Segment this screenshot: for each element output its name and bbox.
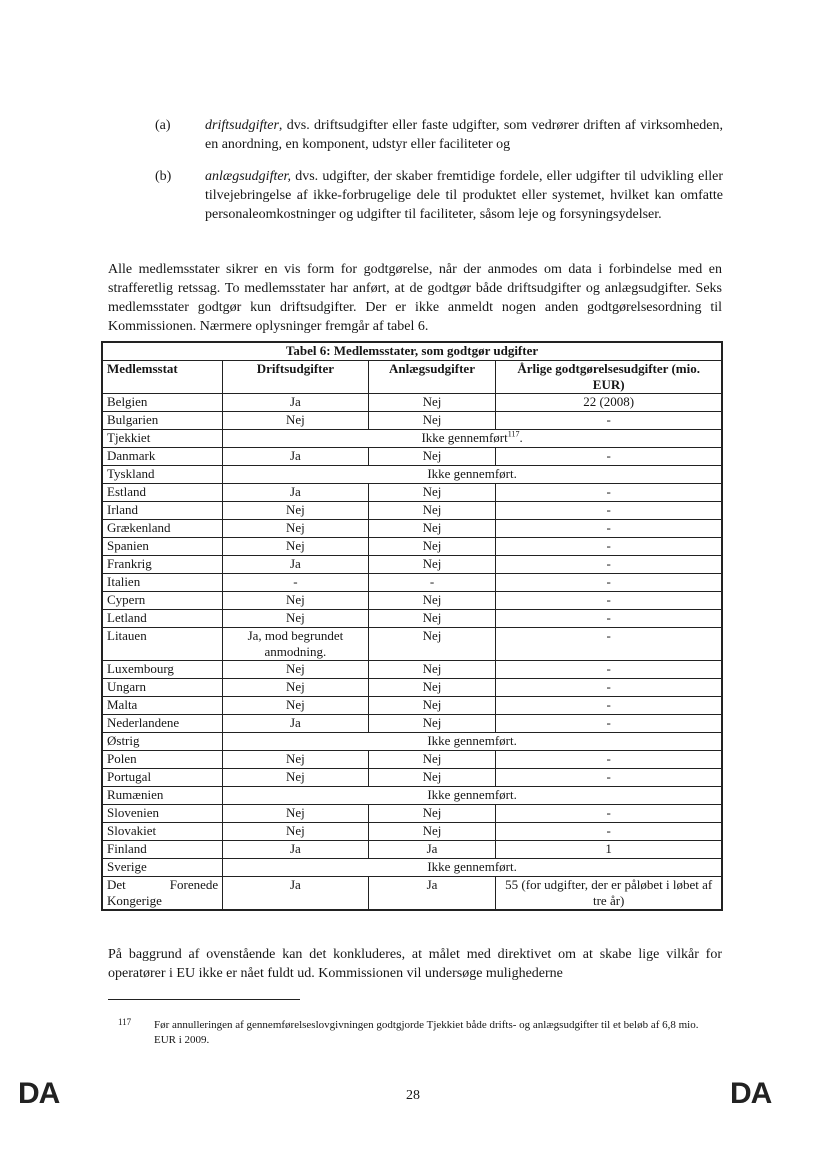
cell-annual-costs: - (496, 751, 722, 769)
cell-annual-costs: - (496, 769, 722, 787)
cell-member-state: Bulgarien (102, 412, 223, 430)
cell-annual-costs: 55 (for udgifter, der er påløbet i løbet af tre år) (496, 877, 722, 911)
language-code-right: DA (730, 1077, 772, 1110)
cell-operating-costs: Nej (223, 769, 368, 787)
definition-b: dvs. udgifter, der skaber fremtidige fordele, eller udgifter til udvikling eller tilvejebringelse af ikke-forbrugelige dele til produktet eller systemet, hvilket kan omfatte personaleomkostninger og udgifter til faciliteter, såsom leje og forsyningsydelser. (205, 169, 723, 222)
cell-annual-costs: - (496, 502, 722, 520)
cell-operating-costs: Ja (223, 877, 368, 911)
cell-annual-costs: - (496, 556, 722, 574)
cell-member-state: Rumænien (102, 787, 223, 805)
cell-member-state: Finland (102, 841, 223, 859)
table-row (102, 430, 722, 448)
cell-annual-costs: - (496, 697, 722, 715)
header-member-state: Medlemsstat (102, 361, 223, 394)
cell-member-state: Cypern (102, 592, 223, 610)
table-row (102, 841, 722, 859)
cell-annual-costs: - (496, 715, 722, 733)
table-row (102, 574, 722, 592)
cell-capital-costs: Nej (368, 538, 496, 556)
cell-annual-costs: 22 (2008) (496, 394, 722, 412)
cell-member-state: Luxembourg (102, 661, 223, 679)
footnote-reference: 117 (507, 429, 520, 439)
table-row (102, 715, 722, 733)
cell-capital-costs: Ja (368, 877, 496, 911)
table-title: Tabel 6: Medlemsstater, som godtgør udgifter (102, 342, 722, 361)
table-row (102, 448, 722, 466)
language-code-left: DA (18, 1077, 60, 1110)
list-label-a: (a) (155, 118, 171, 133)
table-row (102, 394, 722, 412)
cell-operating-costs: Nej (223, 538, 368, 556)
cell-capital-costs: Nej (368, 823, 496, 841)
cell-member-state: Spanien (102, 538, 223, 556)
table-row (102, 502, 722, 520)
cell-not-implemented (223, 466, 722, 484)
cell-member-state: Letland (102, 610, 223, 628)
cell-capital-costs: Nej (368, 697, 496, 715)
cell-annual-costs: - (496, 538, 722, 556)
cell-annual-costs: 1 (496, 841, 722, 859)
cell-operating-costs: Ja (223, 556, 368, 574)
table-row (102, 805, 722, 823)
cell-capital-costs: Nej (368, 769, 496, 787)
cell-member-state: Tjekkiet (102, 430, 223, 448)
cell-operating-costs: Nej (223, 502, 368, 520)
not-implemented-text: Ikke gennemført (421, 430, 508, 445)
intro-paragraph: Alle medlemsstater sikrer en vis form for godtgørelse, når der anmodes om data i forbindelse med en strafferetlig retssag. To medlemsstater har anført, at de godtgør både driftsudgifter og anlægsudgifter. Seks medlemsstater godtgør kun driftsudgifter. Der er ikke anmeldt nogen anden godtgørelsesordning til Kommissionen. Nærmere oplysninger fremgår af tabel 6. (108, 262, 722, 334)
cell-member-state: Portugal (102, 769, 223, 787)
cell-operating-costs: Ja (223, 715, 368, 733)
cell-capital-costs: Nej (368, 751, 496, 769)
cell-operating-costs: Nej (223, 751, 368, 769)
footnote-suffix: . (519, 430, 523, 445)
cell-member-state: Det Forenede Kongerige (102, 877, 223, 911)
cell-operating-costs: Ja (223, 484, 368, 502)
cell-member-state: Slovenien (102, 805, 223, 823)
cell-member-state: Belgien (102, 394, 223, 412)
cell-capital-costs: Nej (368, 448, 496, 466)
cell-annual-costs: - (496, 805, 722, 823)
table-row (102, 484, 722, 502)
cell-annual-costs: - (496, 661, 722, 679)
cell-annual-costs: - (496, 574, 722, 592)
cell-capital-costs: Nej (368, 484, 496, 502)
table-row (102, 556, 722, 574)
table-row (102, 769, 722, 787)
cell-annual-costs: - (496, 484, 722, 502)
cell-capital-costs: Nej (368, 592, 496, 610)
table-row (102, 412, 722, 430)
cell-capital-costs: Nej (368, 520, 496, 538)
cell-operating-costs: Nej (223, 661, 368, 679)
not-implemented-text: Ikke gennemført. (427, 859, 517, 874)
table-row (102, 592, 722, 610)
cell-capital-costs: Nej (368, 679, 496, 697)
table-row (102, 538, 722, 556)
cell-member-state: Polen (102, 751, 223, 769)
cell-not-implemented (223, 430, 722, 448)
header-capital-costs: Anlægsudgifter (368, 361, 496, 394)
table-row (102, 859, 722, 877)
cell-capital-costs: Nej (368, 502, 496, 520)
term-driftsudgifter: driftsudgifter (205, 118, 279, 133)
table-row (102, 751, 722, 769)
list-text-a (205, 116, 723, 154)
cell-not-implemented (223, 859, 722, 877)
cell-operating-costs: Nej (223, 412, 368, 430)
cell-capital-costs: Nej (368, 610, 496, 628)
cell-operating-costs: Nej (223, 697, 368, 715)
table-row (102, 697, 722, 715)
cell-annual-costs: - (496, 679, 722, 697)
table-row (102, 733, 722, 751)
cell-member-state: Nederlandene (102, 715, 223, 733)
cell-capital-costs: Nej (368, 661, 496, 679)
cell-annual-costs: - (496, 412, 722, 430)
table-row (102, 787, 722, 805)
table-row (102, 466, 722, 484)
cell-operating-costs: Nej (223, 823, 368, 841)
table-row (102, 679, 722, 697)
cell-operating-costs: - (223, 574, 368, 592)
term-anlaegsudgifter: anlægsudgifter, (205, 169, 291, 184)
not-implemented-text: Ikke gennemført. (427, 733, 517, 748)
cell-operating-costs: Nej (223, 679, 368, 697)
cell-annual-costs: - (496, 520, 722, 538)
cell-member-state: Tyskland (102, 466, 223, 484)
cell-operating-costs: Nej (223, 520, 368, 538)
cell-member-state: Irland (102, 502, 223, 520)
footnote-text: Før annulleringen af gennemførelseslovgivningen godtgjorde Tjekkiet både drifts- og anlægsudgifter til et beløb af 6,8 mio. EUR i 2009. (154, 1019, 699, 1046)
cell-operating-costs: Ja (223, 841, 368, 859)
conclusion-paragraph: På baggrund af ovenstående kan det konkluderes, at målet med direktivet om at skabe lige vilkår for operatører i EU ikke er nået fuldt ud. Kommissionen vil undersøge mulighederne (108, 947, 722, 981)
table-row (102, 823, 722, 841)
cell-operating-costs: Ja (223, 448, 368, 466)
cell-member-state: Danmark (102, 448, 223, 466)
cell-annual-costs: - (496, 448, 722, 466)
cell-capital-costs: Nej (368, 715, 496, 733)
cell-member-state: Sverige (102, 859, 223, 877)
cell-member-state: Frankrig (102, 556, 223, 574)
cell-capital-costs: Nej (368, 412, 496, 430)
table-row (102, 877, 722, 911)
page-number: 28 (406, 1088, 420, 1103)
cell-operating-costs: Nej (223, 592, 368, 610)
header-annual-costs: Årlige godtgørelsesudgifter (mio. EUR) (496, 361, 722, 394)
not-implemented-text: Ikke gennemført. (427, 466, 517, 481)
cell-annual-costs: - (496, 592, 722, 610)
table-row (102, 520, 722, 538)
list-label-b: (b) (155, 169, 172, 184)
cell-not-implemented (223, 733, 722, 751)
not-implemented-text: Ikke gennemført. (427, 787, 517, 802)
cell-member-state: Estland (102, 484, 223, 502)
cell-member-state: Slovakiet (102, 823, 223, 841)
table-row (102, 628, 722, 661)
cell-member-state: Litauen (102, 628, 223, 661)
cell-capital-costs: Nej (368, 556, 496, 574)
footnote-mark: 117 (118, 1017, 132, 1027)
definition-a: , dvs. driftsudgifter eller faste udgifter, som vedrører driften af virksomheden, en anordning, en komponent, udstyr eller faciliteter og (205, 118, 723, 152)
cell-member-state: Grækenland (102, 520, 223, 538)
header-operating-costs: Driftsudgifter (223, 361, 368, 394)
cell-member-state: Italien (102, 574, 223, 592)
cell-capital-costs: - (368, 574, 496, 592)
cell-operating-costs: Ja, mod begrundet anmodning. (223, 628, 368, 661)
table-row (102, 661, 722, 679)
cell-capital-costs: Nej (368, 628, 496, 661)
cell-operating-costs: Nej (223, 805, 368, 823)
table-body (102, 394, 722, 911)
cell-member-state: Ungarn (102, 679, 223, 697)
cell-annual-costs: - (496, 823, 722, 841)
cell-operating-costs: Nej (223, 610, 368, 628)
cell-operating-costs: Ja (223, 394, 368, 412)
footnote-divider (108, 999, 300, 1000)
reimbursement-table (101, 341, 723, 911)
cell-annual-costs: - (496, 610, 722, 628)
cell-capital-costs: Nej (368, 805, 496, 823)
cell-not-implemented (223, 787, 722, 805)
cell-member-state: Malta (102, 697, 223, 715)
cell-capital-costs: Ja (368, 841, 496, 859)
cell-annual-costs: - (496, 628, 722, 661)
list-text-b (205, 167, 723, 224)
table-row (102, 610, 722, 628)
cell-member-state: Østrig (102, 733, 223, 751)
cell-capital-costs: Nej (368, 394, 496, 412)
